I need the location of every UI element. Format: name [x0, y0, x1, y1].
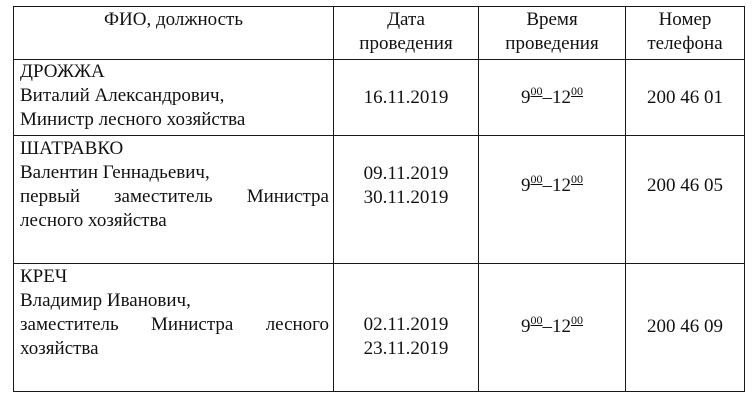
person-surname: ДРОЖЖА	[20, 61, 105, 82]
header-date-line1: Дата	[387, 9, 425, 30]
time-dash: –	[542, 86, 552, 108]
time-end-minutes: 00	[571, 172, 583, 186]
person-cell	[14, 264, 334, 392]
header-phone-line1: Номер	[658, 9, 712, 30]
time-start-minutes: 00	[530, 313, 543, 327]
person-cell	[14, 136, 334, 264]
time-start-minutes: 00	[530, 172, 543, 186]
header-time	[479, 7, 626, 60]
time-start-minutes: 00	[530, 83, 543, 98]
header-date	[334, 7, 479, 60]
person-name: Владимир Иванович,	[20, 290, 191, 311]
person-surname: ШАТРАВКО	[20, 138, 124, 159]
time-dash: –	[542, 316, 552, 337]
time-end-minutes: 00	[571, 83, 583, 98]
person-position: заместитель Министра лесного	[20, 314, 329, 335]
header-date-line2: проведения	[359, 33, 453, 54]
time-start-hour: 9	[521, 316, 531, 337]
phone-number: 200 46 01	[647, 86, 723, 108]
table-row	[14, 264, 745, 392]
reception-date: 16.11.2019	[363, 86, 449, 108]
reception-date: 30.11.2019	[363, 187, 449, 208]
time-start-hour: 9	[521, 86, 531, 108]
person-name: Виталий Александрович,	[20, 85, 225, 106]
time-cell	[479, 136, 626, 264]
time-cell	[479, 264, 626, 392]
time-end-hour: 12	[552, 175, 571, 196]
date-cell	[334, 136, 479, 264]
header-time-line2: проведения	[505, 33, 599, 54]
date-cell	[334, 264, 479, 392]
person-position: первый заместитель Министра	[20, 186, 329, 207]
person-surname: КРЕЧ	[20, 266, 68, 287]
time-dash: –	[542, 175, 552, 196]
header-phone-line2: телефона	[647, 33, 723, 54]
table-row	[14, 136, 745, 264]
phone-cell	[626, 60, 745, 136]
person-position-cont: хозяйства	[20, 338, 99, 359]
table-header-row	[14, 7, 745, 60]
person-position: Министр лесного хозяйства	[20, 109, 246, 130]
header-fio-label: ФИО, должность	[103, 9, 244, 30]
time-end-minutes: 00	[571, 313, 583, 327]
reception-schedule-table	[13, 6, 745, 392]
person-name: Валентин Геннадьевич,	[20, 162, 210, 183]
time-end-hour: 12	[552, 86, 571, 108]
person-position-cont: лесного хозяйства	[20, 210, 167, 231]
time-end-hour: 12	[552, 316, 571, 337]
phone-cell	[626, 264, 745, 392]
person-cell	[14, 60, 334, 136]
time-start-hour: 9	[521, 175, 531, 196]
time-cell	[479, 60, 626, 136]
header-fio	[14, 7, 334, 60]
phone-number: 200 46 09	[647, 316, 723, 337]
header-phone	[626, 7, 745, 60]
table-row	[14, 60, 745, 136]
reception-date: 23.11.2019	[363, 338, 449, 359]
date-cell	[334, 60, 479, 136]
phone-number: 200 46 05	[647, 175, 723, 196]
phone-cell	[626, 136, 745, 264]
reception-date: 02.11.2019	[363, 314, 449, 335]
reception-date: 09.11.2019	[363, 163, 449, 184]
header-time-line1: Время	[526, 9, 578, 30]
